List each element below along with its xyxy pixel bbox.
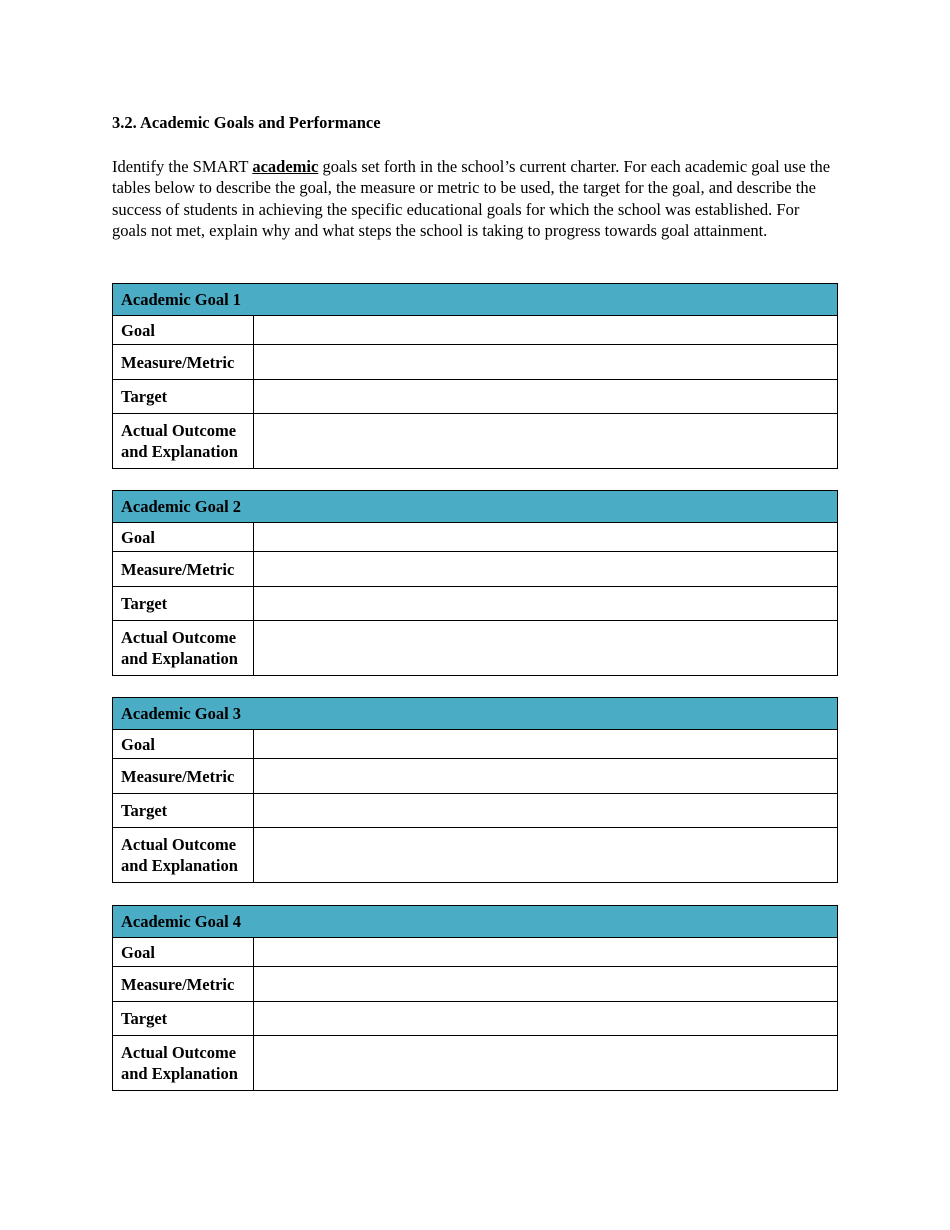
target-field[interactable] (254, 794, 838, 828)
table-row (113, 967, 838, 1002)
table-row (113, 621, 838, 676)
table-row (113, 828, 838, 883)
table-row (113, 380, 838, 414)
row-label-measure: Measure/Metric (113, 967, 254, 1002)
measure-field[interactable] (254, 967, 838, 1002)
row-label-target: Target (113, 587, 254, 621)
table-row (113, 1036, 838, 1091)
academic-goal-table-1 (112, 283, 838, 469)
table-row (113, 523, 838, 552)
academic-goal-table-3 (112, 697, 838, 883)
outcome-field[interactable] (254, 828, 838, 883)
measure-field[interactable] (254, 345, 838, 380)
row-label-target: Target (113, 380, 254, 414)
outcome-field[interactable] (254, 621, 838, 676)
table-row (113, 759, 838, 794)
row-label-target: Target (113, 1002, 254, 1036)
measure-field[interactable] (254, 759, 838, 794)
row-label-measure: Measure/Metric (113, 345, 254, 380)
table-row (113, 587, 838, 621)
goal-field[interactable] (254, 730, 838, 759)
table-row (113, 345, 838, 380)
row-label-measure: Measure/Metric (113, 552, 254, 587)
goal-table-title: Academic Goal 2 (113, 491, 838, 523)
row-label-outcome: Actual Outcome and Explanation (113, 828, 254, 883)
row-label-outcome: Actual Outcome and Explanation (113, 414, 254, 469)
row-label-outcome: Actual Outcome and Explanation (113, 621, 254, 676)
table-row (113, 316, 838, 345)
goal-table-title: Academic Goal 1 (113, 284, 838, 316)
table-row (113, 552, 838, 587)
row-label-goal: Goal (113, 938, 254, 967)
goal-table-title: Academic Goal 4 (113, 906, 838, 938)
goal-field[interactable] (254, 523, 838, 552)
goal-field[interactable] (254, 316, 838, 345)
row-label-outcome: Actual Outcome and Explanation (113, 1036, 254, 1091)
row-label-goal: Goal (113, 730, 254, 759)
table-row (113, 938, 838, 967)
target-field[interactable] (254, 1002, 838, 1036)
academic-goal-table-4 (112, 905, 838, 1091)
row-label-measure: Measure/Metric (113, 759, 254, 794)
target-field[interactable] (254, 380, 838, 414)
section-intro (112, 156, 838, 241)
intro-text-after: goals set forth in the school’s current charter. For each academic goal use the tables below to describe the goal, the measure or metric to be used, the target for the goal, and describe the success of students in achieving the specific educational goals for which the school was established. For goals not met, explain why and what steps the school is taking to progress towards goal attainment. (112, 157, 831, 240)
outcome-field[interactable] (254, 1036, 838, 1091)
goal-field[interactable] (254, 938, 838, 967)
outcome-field[interactable] (254, 414, 838, 469)
section-heading: 3.2. Academic Goals and Performance (112, 113, 381, 132)
table-row (113, 730, 838, 759)
intro-text-before: Identify the SMART (112, 157, 253, 176)
academic-goal-table-2 (112, 490, 838, 676)
table-row (113, 1002, 838, 1036)
table-row (113, 794, 838, 828)
table-row (113, 414, 838, 469)
intro-emphasis: academic (252, 157, 319, 176)
row-label-goal: Goal (113, 523, 254, 552)
row-label-target: Target (113, 794, 254, 828)
target-field[interactable] (254, 587, 838, 621)
goal-table-title: Academic Goal 3 (113, 698, 838, 730)
row-label-goal: Goal (113, 316, 254, 345)
measure-field[interactable] (254, 552, 838, 587)
